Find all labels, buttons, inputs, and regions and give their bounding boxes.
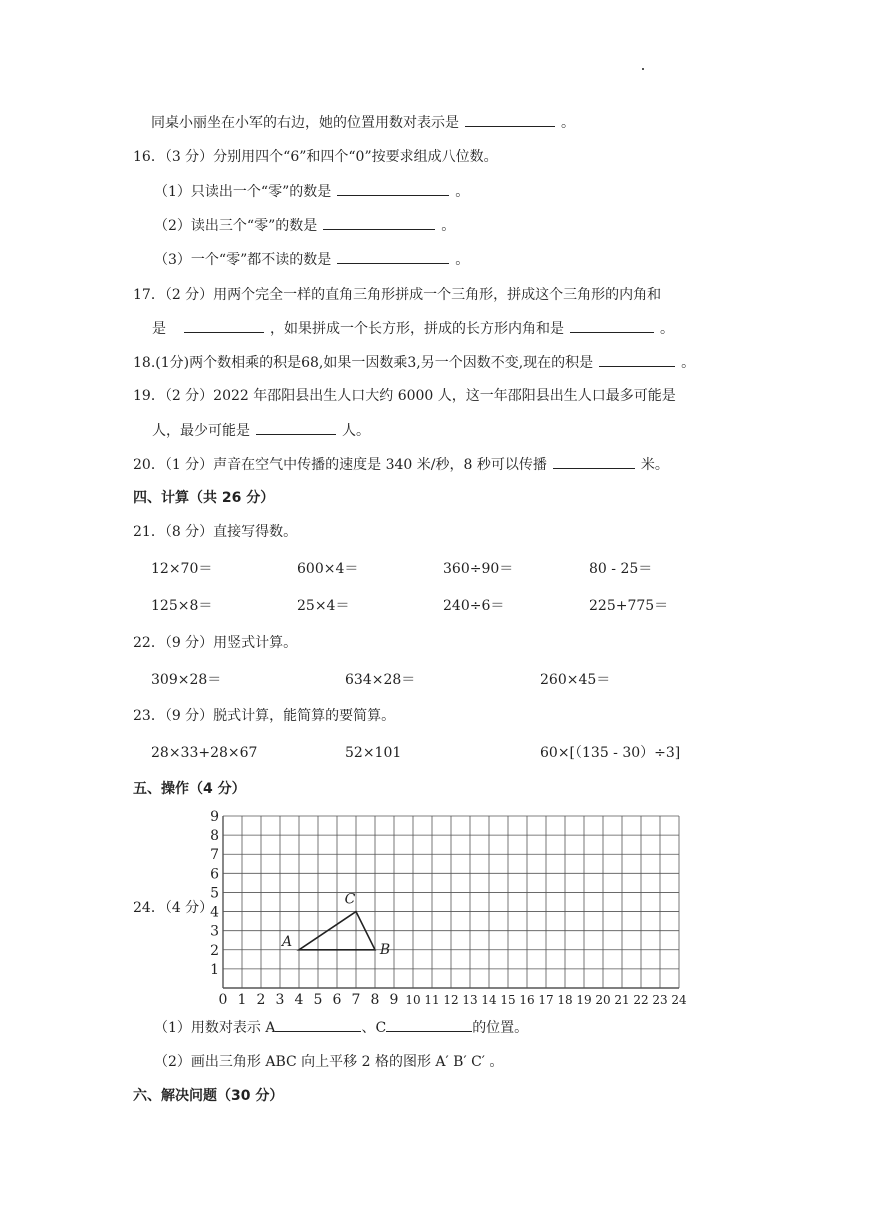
vertex-label-b: B — [379, 941, 391, 958]
x-tick-label: 16 — [519, 993, 535, 1007]
q22-item-3: 260×45＝ — [540, 672, 611, 688]
q16-stem: 16．（3 分）分别用四个“6”和四个“0”按要求组成八位数。 — [133, 149, 498, 165]
vertex-label-a: A — [281, 933, 293, 950]
q18-line: 18.(1分)两个数相乘的积是68,如果一因数乘3,另一个因数不变,现在的积是 。 — [133, 352, 695, 373]
q20-line: 20．（1 分）声音在空气中传播的速度是 340 米/秒，8 秒可以传播 米。 — [133, 454, 669, 475]
x-tick-label: 5 — [313, 992, 323, 1008]
x-tick-label: 4 — [294, 992, 304, 1008]
x-tick-label: 2 — [256, 992, 266, 1008]
x-tick-label: 22 — [633, 993, 649, 1007]
q21-r2-c2: 25×4＝ — [297, 598, 350, 614]
x-tick-label: 12 — [443, 993, 459, 1007]
q17-line2: 是 ，如果拼成一个长方形，拼成的长方形内角和是 。 — [152, 318, 674, 339]
section-4-heading: 四、计算（共 26 分） — [133, 490, 275, 506]
x-tick-label: 3 — [275, 992, 285, 1008]
q16-part3: （3）一个“零”都不读的数是 。 — [154, 249, 469, 270]
q18-blank[interactable] — [599, 352, 675, 367]
x-tick-label: 18 — [557, 993, 573, 1007]
q16-part1: （1）只读出一个“零”的数是 。 — [154, 181, 469, 202]
q24-part2: （2）画出三角形 ABC 向上平移 2 格的图形 A′ B′ C′ 。 — [154, 1054, 504, 1070]
q21-stem: 21．（8 分）直接写得数。 — [133, 524, 298, 540]
x-tick-label: 17 — [538, 993, 554, 1007]
vertex-label-c: C — [344, 891, 356, 908]
q23-stem: 23．（9 分）脱式计算，能简算的要简算。 — [133, 708, 396, 724]
q20-blank[interactable] — [553, 454, 635, 469]
q22-stem: 22．（9 分）用竖式计算。 — [133, 635, 298, 651]
x-tick-label: 13 — [462, 993, 478, 1007]
q24-part1: （1）用数对表示 A 、C 的位置。 — [154, 1017, 528, 1038]
q17-blank-1[interactable] — [184, 318, 264, 333]
x-tick-label: 24 — [671, 993, 687, 1007]
q21-r1-c3: 360÷90＝ — [443, 561, 514, 577]
x-tick-label: 14 — [481, 993, 497, 1007]
y-tick-label: 7 — [210, 847, 219, 864]
y-tick-label: 2 — [210, 942, 219, 959]
q19-line1: 19．（2 分）2022 年邵阳县出生人口大约 6000 人，这一年邵阳县出生人口最多可能是 — [133, 388, 676, 404]
q22-item-2: 634×28＝ — [345, 672, 416, 688]
q21-r2-c4: 225+775＝ — [589, 598, 669, 614]
q19-blank[interactable] — [256, 420, 336, 435]
q19-line2: 人，最少可能是 人。 — [152, 420, 370, 441]
q23-item-3: 60×[（135 - 30）÷3] — [540, 745, 681, 761]
q17-blank-2[interactable] — [570, 318, 654, 333]
coordinate-grid — [205, 808, 705, 1012]
x-tick-label: 8 — [370, 992, 380, 1008]
y-tick-label: 5 — [210, 885, 219, 902]
y-tick-label: 4 — [210, 904, 219, 921]
q21-r2-c1: 125×8＝ — [151, 598, 213, 614]
section-6-heading: 六、解决问题（30 分） — [133, 1088, 284, 1104]
x-tick-label: 1 — [237, 992, 247, 1008]
q21-r2-c3: 240÷6＝ — [443, 598, 505, 614]
x-tick-label: 0 — [218, 992, 228, 1008]
x-tick-label: 6 — [332, 992, 342, 1008]
x-tick-label: 10 — [405, 993, 421, 1007]
y-tick-label: 3 — [210, 923, 219, 940]
x-tick-label: 9 — [389, 992, 399, 1008]
x-tick-label: 23 — [652, 993, 668, 1007]
q24-label: 24．（4 分） — [133, 900, 214, 916]
q21-r1-c4: 80 - 25＝ — [589, 561, 653, 577]
q16-p1-blank[interactable] — [337, 181, 449, 196]
q16-part2: （2）读出三个“零”的数是 。 — [154, 215, 455, 236]
q17-line1: 17．（2 分）用两个完全一样的直角三角形拼成一个三角形，拼成这个三角形的内角和 — [133, 287, 662, 303]
y-tick-label: 9 — [210, 809, 219, 825]
x-tick-label: 19 — [576, 993, 592, 1007]
x-tick-label: 20 — [595, 993, 611, 1007]
y-tick-label: 1 — [210, 961, 219, 978]
y-tick-label: 6 — [210, 866, 219, 883]
q21-r1-c1: 12×70＝ — [151, 561, 213, 577]
q23-item-1: 28×33+28×67 — [151, 745, 258, 761]
q16-p2-blank[interactable] — [323, 215, 435, 230]
x-tick-label: 15 — [500, 993, 516, 1007]
q24-a-blank[interactable] — [275, 1017, 361, 1032]
y-tick-label: 8 — [210, 828, 219, 845]
section-5-heading: 五、操作（4 分） — [133, 781, 246, 797]
page-dot — [642, 68, 644, 70]
x-tick-label: 21 — [614, 993, 630, 1007]
q23-item-2: 52×101 — [345, 745, 402, 761]
x-tick-label: 11 — [424, 993, 440, 1007]
q21-r1-c2: 600×4＝ — [297, 561, 359, 577]
q15-tail-line: 同桌小丽坐在小军的右边，她的位置用数对表示是 。 — [151, 112, 575, 133]
q16-p3-blank[interactable] — [337, 249, 449, 264]
q22-item-1: 309×28＝ — [151, 672, 222, 688]
q24-c-blank[interactable] — [386, 1017, 472, 1032]
q15-answer-blank[interactable] — [465, 112, 555, 127]
x-tick-label: 7 — [351, 992, 361, 1008]
